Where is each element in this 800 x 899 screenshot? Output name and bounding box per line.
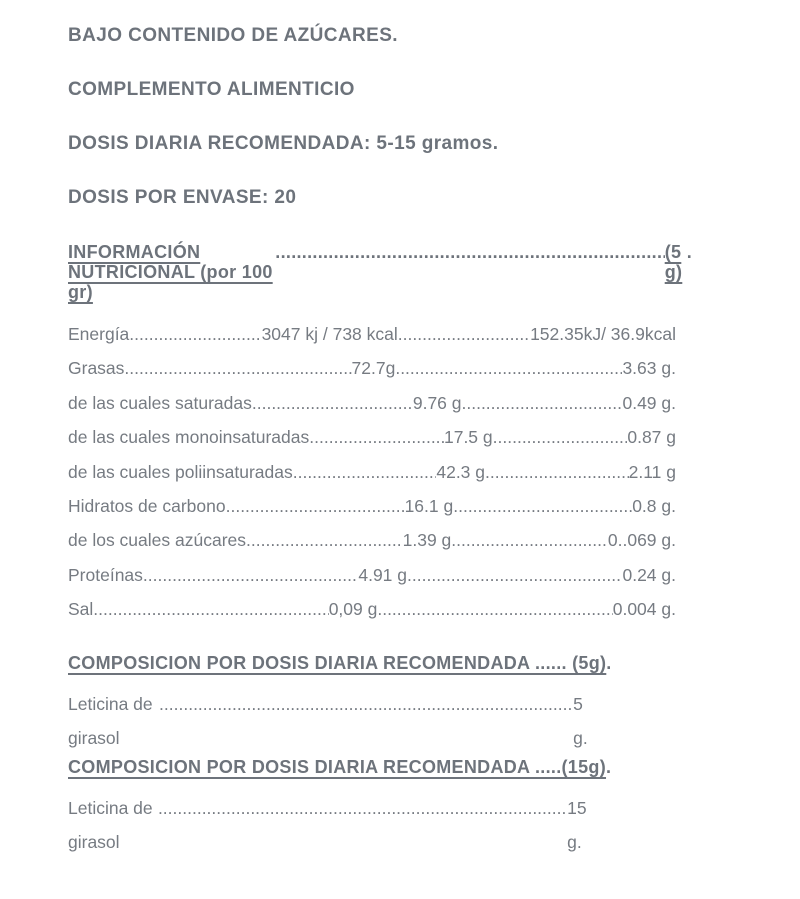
- value-per-dose: 0.004 g.: [612, 599, 676, 620]
- dot-leader: [252, 386, 413, 420]
- dot-leader: [93, 592, 328, 626]
- claim-low-sugar: BAJO CONTENIDO DE AZÚCARES.: [68, 25, 398, 46]
- composition-row-5g: [68, 687, 592, 755]
- ingredient-label: Leticina de girasol: [68, 693, 153, 748]
- dot-leader: [159, 687, 573, 721]
- value-per-100g: 4.91 g: [358, 564, 408, 585]
- dot-leader: [453, 489, 632, 523]
- dot-leader: [407, 558, 622, 592]
- dot-leader: [377, 592, 612, 626]
- table-row-fats: [68, 351, 676, 385]
- composition-header-5g: [68, 653, 770, 673]
- row-label: de las cuales monoinsaturadas: [68, 427, 310, 448]
- table-row-energy: [68, 317, 676, 351]
- row-label: Hidratos de carbono: [68, 496, 226, 517]
- dot-leader: [275, 242, 664, 262]
- value-per-dose: 0.8 g.: [632, 496, 676, 517]
- composition-title: COMPOSICION POR DOSIS DIARIA RECOMENDADA .....(15g): [68, 756, 607, 777]
- nutrition-table: [68, 317, 676, 627]
- per-dose-amount: (5 g): [664, 242, 683, 282]
- dot-leader: [493, 420, 628, 454]
- row-label: Grasas: [68, 358, 125, 379]
- dot-leader: [398, 317, 530, 351]
- value-per-dose: 2.11 g: [628, 461, 676, 482]
- dot-leader: [485, 455, 629, 489]
- dot-leader: [124, 351, 351, 385]
- ingredient-value: 15 g.: [567, 797, 587, 852]
- table-row-monounsaturated: [68, 420, 676, 454]
- value-per-dose: 0.24 g.: [622, 564, 676, 585]
- value-per-100g: 0,09 g: [328, 599, 378, 620]
- doses-per-container: DOSIS POR ENVASE: 20: [68, 187, 297, 208]
- dot-leader: [293, 455, 437, 489]
- value-per-dose: 3.63 g.: [622, 358, 676, 379]
- ingredient-label: Leticina de girasol: [68, 797, 153, 852]
- value-per-100g: 17.5 g: [443, 427, 493, 448]
- value-per-dose: 152.35kJ/ 36.9kcal: [530, 324, 676, 344]
- title-suffix: .: [606, 756, 612, 777]
- value-per-100g: 1.39 g: [402, 530, 452, 551]
- nutrition-table-header: [68, 242, 692, 302]
- row-label: de las cuales saturadas: [68, 392, 252, 413]
- dot-leader: [395, 351, 622, 385]
- value-per-dose: 0.49 g.: [622, 392, 676, 413]
- table-row-sugars: [68, 523, 676, 557]
- dot-leader: [143, 558, 358, 592]
- recommended-daily-dose: DOSIS DIARIA RECOMENDADA: 5-15 gramos.: [68, 133, 499, 154]
- nutrition-title: INFORMACIÓN NUTRICIONAL (por 100 gr): [68, 242, 273, 302]
- value-per-dose: 0.87 g: [627, 427, 677, 448]
- value-per-100g: 72.7g: [351, 358, 396, 379]
- row-label: Energía: [68, 324, 130, 344]
- title-suffix: .: [606, 652, 612, 673]
- row-label: de los cuales azúcares: [68, 530, 247, 551]
- table-row-salt: [68, 592, 676, 626]
- table-row-proteins: [68, 558, 676, 592]
- value-per-100g: 42.3 g: [436, 461, 486, 482]
- dot-leader: [226, 489, 405, 523]
- composition-header-15g: [68, 757, 770, 777]
- dot-leader: [246, 523, 403, 557]
- dot-leader: [309, 420, 444, 454]
- row-label: Proteínas: [68, 564, 143, 585]
- row-label: Sal: [68, 599, 94, 620]
- table-row-polyunsaturated: [68, 455, 676, 489]
- ingredient-value: 5 g.: [573, 693, 588, 748]
- dot-leader: [451, 523, 608, 557]
- table-row-saturated: [68, 386, 676, 420]
- dot-leader: [129, 317, 261, 351]
- value-per-100g: 3047 kj / 738 kcal: [261, 324, 398, 344]
- title-suffix: .: [686, 242, 692, 262]
- composition-row-15g: [68, 791, 592, 859]
- supplement-type: COMPLEMENTO ALIMENTICIO: [68, 79, 355, 100]
- composition-title: COMPOSICION POR DOSIS DIARIA RECOMENDADA ...... (5g): [68, 652, 607, 673]
- value-per-dose: 0..069 g.: [607, 530, 676, 551]
- row-label: de las cuales poliinsaturadas: [68, 461, 293, 482]
- dot-leader: [462, 386, 623, 420]
- value-per-100g: 9.76 g: [412, 392, 462, 413]
- value-per-100g: 16.1 g: [404, 496, 454, 517]
- dot-leader: [158, 791, 567, 825]
- table-row-carbohydrates: [68, 489, 676, 523]
